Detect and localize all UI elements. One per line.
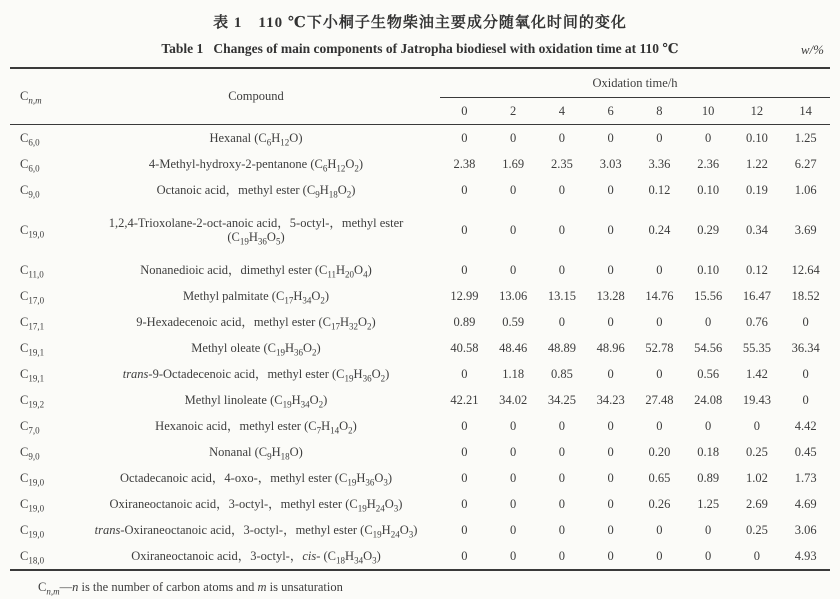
value-cell: 24.08: [694, 392, 723, 407]
value-cell: 0: [558, 222, 565, 237]
value-cell: 0: [607, 496, 614, 511]
compound-cell: Oxiraneoctanoic acid，3-octyl-，methyl ester $(C_{19}H_{24}O_3)$: [109, 496, 403, 514]
value-cell: 0: [705, 548, 712, 563]
value-cell: 0: [607, 548, 614, 563]
time-header: 6: [586, 98, 635, 125]
value-cell: 0: [607, 470, 614, 485]
value-cell: 18.52: [791, 288, 820, 303]
value-cell: 0.85: [550, 366, 573, 381]
value-cell: 0: [656, 366, 663, 381]
cnm-cell: $C_{6,0}$: [20, 156, 40, 174]
value-cell: 0: [753, 418, 760, 433]
time-header: 14: [781, 98, 830, 125]
value-cell: 0: [461, 182, 468, 197]
value-cell: 0.45: [794, 444, 817, 459]
value-cell: 0: [607, 182, 614, 197]
value-cell: 0: [510, 262, 517, 277]
table-row: [10, 543, 830, 570]
unit-label: w/%: [800, 42, 824, 57]
compound-cell: 4-Methyl-hydroxy-2-pentanone $(C_6H_{12}O_2)$: [148, 156, 364, 174]
value-cell: 0.29: [697, 222, 720, 237]
value-cell: 0: [656, 314, 663, 329]
cnm-cell: $C_{6,0}$: [20, 130, 40, 148]
value-cell: 0: [656, 418, 663, 433]
time-header: 10: [684, 98, 733, 125]
value-cell: 0: [607, 222, 614, 237]
value-cell: 13.15: [547, 288, 576, 303]
value-cell: 0.12: [648, 182, 671, 197]
value-cell: 4.93: [794, 548, 817, 563]
value-cell: 0: [802, 366, 809, 381]
value-cell: 16.47: [742, 288, 771, 303]
compound-cell: Methyl oleate $(C_{19}H_{36}O_2)$: [191, 340, 321, 358]
value-cell: 0: [461, 262, 468, 277]
cnm-cell: $C_{17,1}$: [20, 314, 45, 332]
compound-cell: Hexanoic acid，methyl ester $(C_7H_{14}O_2)$: [155, 418, 357, 436]
table-row: [10, 257, 830, 283]
value-cell: 0.59: [502, 314, 525, 329]
value-cell: 14.76: [645, 288, 674, 303]
value-cell: 55.35: [742, 340, 771, 355]
time-header: 8: [635, 98, 684, 125]
value-cell: 34.25: [547, 392, 576, 407]
compound-cell: Nonanal $(C_9H_{18}O)$: [209, 444, 303, 462]
table-row: [10, 203, 830, 257]
value-cell: 0: [607, 314, 614, 329]
value-cell: 0: [510, 444, 517, 459]
compound-cell: trans-Oxiraneoctanoic acid，3-octyl-，methyl ester $(C_{19}H_{24}O_3)$: [94, 522, 418, 540]
value-cell: 1.22: [745, 156, 768, 171]
table-footnote: $C_{n,m}—n$ is the number of carbon atoms and m is unsaturation: [38, 580, 343, 597]
value-cell: 0: [656, 548, 663, 563]
cnm-cell: $C_{9,0}$: [20, 444, 40, 462]
value-cell: 0.34: [745, 222, 768, 237]
value-cell: 0: [461, 222, 468, 237]
time-header: 4: [538, 98, 587, 125]
value-cell: 27.48: [645, 392, 674, 407]
value-cell: 0.25: [745, 444, 768, 459]
compound-cell: Nonanedioic acid，dimethyl ester $(C_{11}H_{20}O_4)$: [140, 262, 372, 280]
value-cell: 12.64: [791, 262, 820, 277]
value-cell: 0: [802, 314, 809, 329]
value-cell: 0: [705, 418, 712, 433]
value-cell: 36.34: [791, 340, 820, 355]
value-cell: 0.56: [697, 366, 720, 381]
value-cell: 0: [607, 522, 614, 537]
cnm-cell: $C_{19,0}$: [20, 522, 45, 540]
value-cell: 1.73: [794, 470, 817, 485]
table-row: [10, 177, 830, 203]
compound-cell: trans-9-Octadecenoic acid，methyl ester $(C_{19}H_{36}O_2)$: [122, 366, 390, 384]
value-cell: 0: [461, 418, 468, 433]
caption-row: [0, 41, 840, 61]
table-caption-zh: 表 1 110 ℃下小桐子生物柴油主要成分随氧化时间的变化: [213, 15, 627, 31]
cnm-cell: $C_{18,0}$: [20, 548, 45, 566]
value-cell: 0: [461, 366, 468, 381]
value-cell: 1.18: [502, 366, 525, 381]
time-header: 12: [733, 98, 782, 125]
table-body: [10, 125, 830, 571]
value-cell: 0: [607, 366, 614, 381]
compound-cell: 1,2,4-Trioxolane-2-oct-anoic acid，5-octyl-，methyl ester $(C_{19}H_{36}O_5)$: [108, 215, 404, 247]
value-cell: 42.21: [450, 392, 479, 407]
value-cell: 0.89: [697, 470, 720, 485]
cnm-cell: $C_{19,1}$: [20, 340, 45, 358]
value-cell: 0: [656, 130, 663, 145]
value-cell: 0: [558, 182, 565, 197]
value-cell: 2.36: [697, 156, 720, 171]
value-cell: 0: [558, 314, 565, 329]
value-cell: 3.69: [794, 222, 817, 237]
value-cell: 1.02: [745, 470, 768, 485]
compound-cell: Methyl linoleate $(C_{19}H_{34}O_2)$: [184, 392, 328, 410]
value-cell: 13.06: [499, 288, 528, 303]
value-cell: 0: [510, 182, 517, 197]
value-cell: 0.65: [648, 470, 671, 485]
value-cell: 48.46: [499, 340, 528, 355]
cnm-cell: $C_{7,0}$: [20, 418, 40, 436]
value-cell: 0: [461, 470, 468, 485]
value-cell: 12.99: [450, 288, 479, 303]
value-cell: 1.06: [794, 182, 817, 197]
value-cell: 54.56: [694, 340, 723, 355]
value-cell: 0: [558, 470, 565, 485]
value-cell: 0: [558, 522, 565, 537]
value-cell: 0.19: [745, 182, 768, 197]
value-cell: 34.02: [499, 392, 528, 407]
value-cell: 1.42: [745, 366, 768, 381]
table-row: [10, 283, 830, 309]
value-cell: 34.23: [596, 392, 625, 407]
data-table: [10, 67, 830, 571]
value-cell: 0: [802, 392, 809, 407]
value-cell: 0.10: [745, 130, 768, 145]
value-cell: 0: [607, 130, 614, 145]
value-cell: 19.43: [742, 392, 771, 407]
table-row: [10, 125, 830, 152]
value-cell: 13.28: [596, 288, 625, 303]
value-cell: 0: [656, 262, 663, 277]
value-cell: 0.10: [697, 262, 720, 277]
compound-cell: Methyl palmitate $(C_{17}H_{34}O_2)$: [182, 288, 330, 306]
time-header: 0: [440, 98, 489, 125]
cnm-cell: $C_{9,0}$: [20, 182, 40, 200]
value-cell: 0: [461, 496, 468, 511]
value-cell: 1.25: [697, 496, 720, 511]
value-cell: 0: [558, 444, 565, 459]
column-header-compound: Compound: [72, 68, 440, 125]
value-cell: 0.76: [745, 314, 768, 329]
cnm-cell: $C_{19,0}$: [20, 470, 45, 488]
table-row: [10, 517, 830, 543]
value-cell: 1.25: [794, 130, 817, 145]
value-cell: 0: [656, 522, 663, 537]
value-cell: 0: [461, 444, 468, 459]
value-cell: 0: [705, 522, 712, 537]
table-row: [10, 491, 830, 517]
value-cell: 3.36: [648, 156, 671, 171]
value-cell: 0.20: [648, 444, 671, 459]
compound-cell: Octanoic acid，methyl ester $(C_9H_{18}O_2)$: [156, 182, 356, 200]
value-cell: 0: [461, 522, 468, 537]
table-row: [10, 335, 830, 361]
table-row: [10, 387, 830, 413]
table-row: [10, 465, 830, 491]
value-cell: 0: [705, 130, 712, 145]
value-cell: 2.38: [453, 156, 476, 171]
compound-cell: Oxiraneoctanoic acid，3-octyl-，cis- $(C_{18}H_{34}O_3)$: [131, 548, 381, 566]
value-cell: 2.35: [550, 156, 573, 171]
value-cell: 0: [558, 548, 565, 563]
value-cell: 48.89: [547, 340, 576, 355]
value-cell: 3.03: [599, 156, 622, 171]
value-cell: 0: [607, 418, 614, 433]
table-row: [10, 439, 830, 465]
value-cell: 40.58: [450, 340, 479, 355]
value-cell: 0.12: [745, 262, 768, 277]
compound-cell: Hexanal $(C_6H_{12}O)$: [209, 130, 303, 148]
value-cell: 3.06: [794, 522, 817, 537]
value-cell: 4.69: [794, 496, 817, 511]
value-cell: 15.56: [694, 288, 723, 303]
value-cell: 0: [558, 130, 565, 145]
table-row: [10, 413, 830, 439]
value-cell: 0: [510, 496, 517, 511]
column-header-cnm: $C_{n,m}$: [10, 68, 72, 125]
value-cell: 1.69: [502, 156, 525, 171]
cnm-cell: $C_{19,1}$: [20, 366, 45, 384]
cnm-cell: $C_{11,0}$: [20, 262, 44, 280]
column-header-oxidation-time: Oxidation time/h: [440, 68, 830, 98]
cnm-cell: $C_{17,0}$: [20, 288, 45, 306]
value-cell: 4.42: [794, 418, 817, 433]
value-cell: 0: [510, 418, 517, 433]
cnm-cell: $C_{19,0}$: [20, 496, 45, 514]
value-cell: 6.27: [794, 156, 817, 171]
value-cell: 0.10: [697, 182, 720, 197]
value-cell: 0.24: [648, 222, 671, 237]
value-cell: 0.18: [697, 444, 720, 459]
value-cell: 0.89: [453, 314, 476, 329]
value-cell: 0: [510, 522, 517, 537]
cnm-cell: $C_{19,0}$: [20, 222, 45, 240]
value-cell: 0.26: [648, 496, 671, 511]
value-cell: 0.25: [745, 522, 768, 537]
table-row: [10, 309, 830, 335]
value-cell: 0: [607, 262, 614, 277]
table-caption-en: Table 1 Changes of main components of Jatropha biodiesel with oxidation time at 110 ℃: [161, 41, 679, 56]
value-cell: 0: [510, 130, 517, 145]
compound-cell: 9-Hexadecenoic acid，methyl ester $(C_{17}H_{32}O_2)$: [136, 314, 376, 332]
value-cell: 0: [510, 548, 517, 563]
value-cell: 0: [461, 548, 468, 563]
value-cell: 0: [558, 418, 565, 433]
value-cell: 0: [510, 470, 517, 485]
value-cell: 0: [607, 444, 614, 459]
table-row: [10, 151, 830, 177]
value-cell: 48.96: [596, 340, 625, 355]
value-cell: 0: [510, 222, 517, 237]
table-row: [10, 361, 830, 387]
value-cell: 0: [558, 496, 565, 511]
header-row-top: [10, 68, 830, 98]
cnm-cell: $C_{19,2}$: [20, 392, 45, 410]
value-cell: 0: [753, 548, 760, 563]
value-cell: 0: [558, 262, 565, 277]
value-cell: 52.78: [645, 340, 674, 355]
value-cell: 0: [461, 130, 468, 145]
value-cell: 2.69: [745, 496, 768, 511]
value-cell: 0: [705, 314, 712, 329]
compound-cell: Octadecanoic acid，4-oxo-，methyl ester $(C_{19}H_{36}O_3)$: [119, 470, 393, 488]
time-header: 2: [489, 98, 538, 125]
